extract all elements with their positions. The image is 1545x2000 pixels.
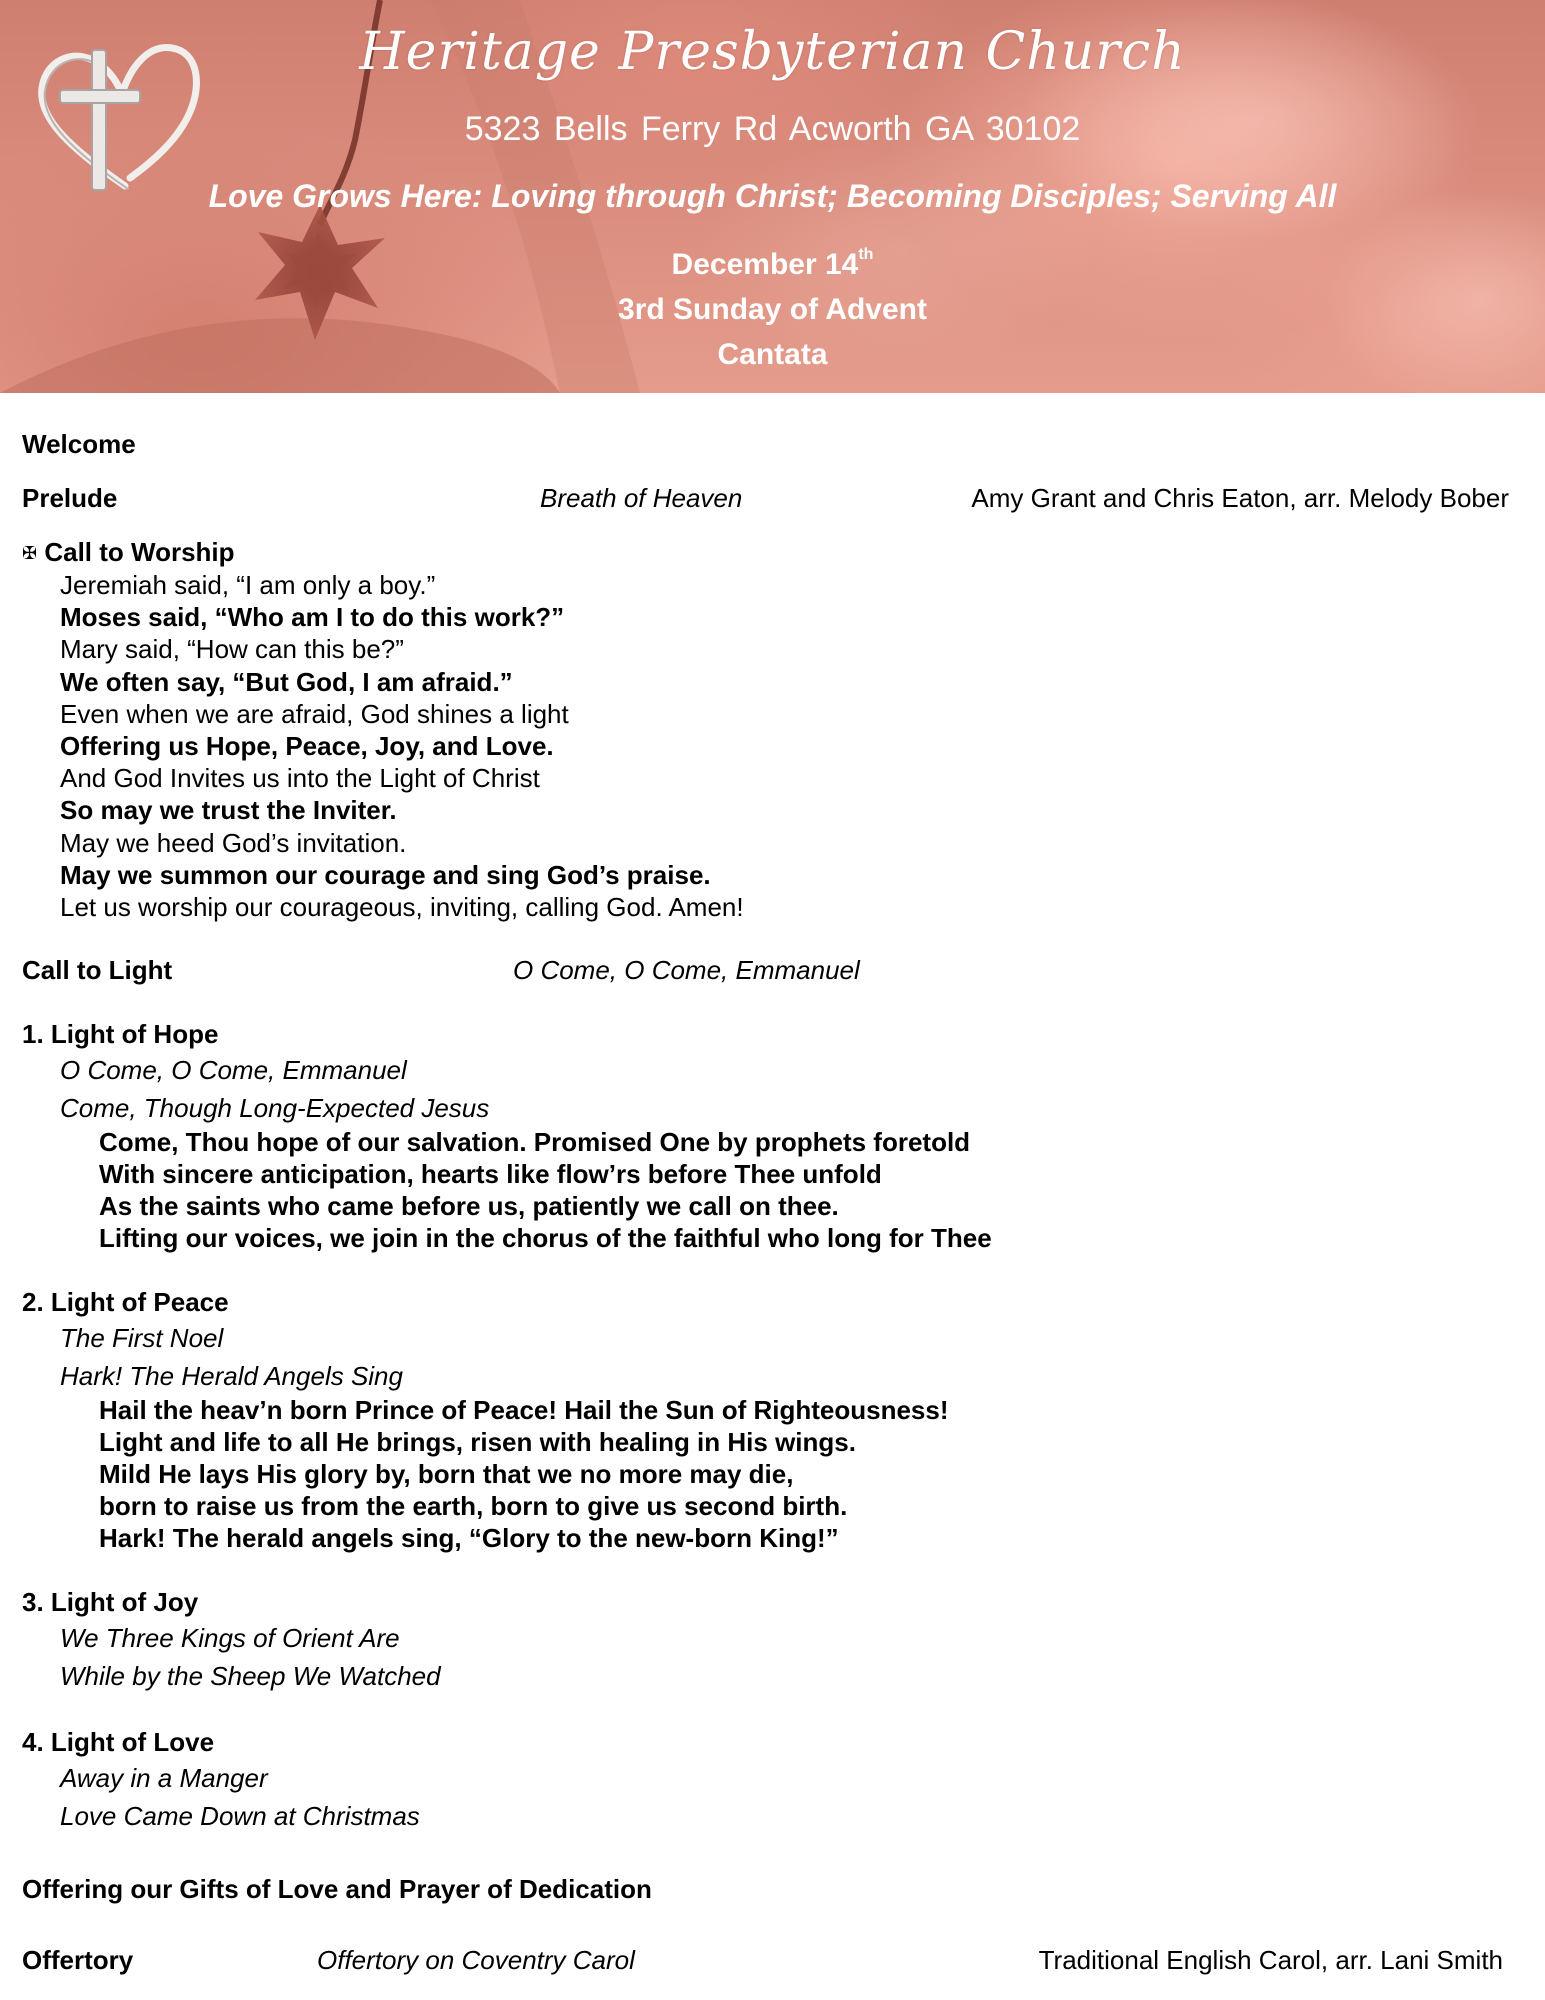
lyric-line: Hail the heav’n born Prince of Peace! Hail the Sun of Righteousness!	[99, 1395, 949, 1425]
call-to-worship-heading: ✠ Call to Worship	[22, 537, 235, 567]
lyric-line: With sincere anticipation, hearts like flow’rs before Thee unfold	[99, 1159, 882, 1189]
song-title: The First Noel	[60, 1323, 224, 1353]
call-to-light-heading: Call to Light	[22, 955, 173, 985]
light-section-heading: 2. Light of Peace	[22, 1287, 229, 1317]
litany-line: And God Invites us into the Light of Christ	[60, 763, 540, 794]
lyric-line: Mild He lays His glory by, born that we no more may die,	[99, 1459, 794, 1489]
lyric-line: Light and life to all He brings, risen with healing in His wings.	[99, 1427, 856, 1457]
prelude-title: Breath of Heaven	[540, 483, 743, 513]
church-name: Heritage Presbyterian Church	[359, 22, 1186, 82]
song-title: Hark! The Herald Angels Sing	[60, 1361, 403, 1391]
litany-line: Jeremiah said, “I am only a boy.”	[60, 570, 436, 600]
offertory-heading: Offertory	[22, 1945, 134, 1975]
litany-line: May we summon our courage and sing God’s praise.	[60, 859, 711, 890]
church-motto: Love Grows Here: Loving through Christ; Becoming Disciples; Serving All	[208, 178, 1337, 214]
church-address: 5323 Bells Ferry Rd Acworth GA 30102	[464, 110, 1081, 148]
prelude-heading: Prelude	[22, 483, 118, 513]
light-section-heading: 4. Light of Love	[22, 1727, 215, 1757]
lyric-line: Hark! The herald angels sing, “Glory to the new-born King!”	[99, 1523, 839, 1553]
song-title: O Come, O Come, Emmanuel	[60, 1055, 407, 1085]
litany-line: Let us worship our courageous, inviting, calling God. Amen!	[60, 892, 744, 922]
litany-line: Offering us Hope, Peace, Joy, and Love.	[60, 731, 554, 761]
offertory-composer: Traditional English Carol, arr. Lani Smith	[1038, 1945, 1503, 1975]
song-title: We Three Kings of Orient Are	[60, 1623, 400, 1653]
song-title: Away in a Manger	[60, 1763, 268, 1793]
lyric-line: Come, Thou hope of our salvation. Promised One by prophets foretold	[99, 1127, 971, 1157]
litany-line: May we heed God’s invitation.	[60, 827, 407, 858]
prelude-composer: Amy Grant and Chris Eaton, arr. Melody Bober	[971, 483, 1509, 513]
service-type: Cantata	[717, 338, 828, 371]
lyric-line: Lifting our voices, we join in the chorus of the faithful who long for Thee	[99, 1223, 992, 1253]
song-title: While by the Sheep We Watched	[60, 1661, 441, 1691]
service-occasion: 3rd Sunday of Advent	[618, 293, 927, 326]
light-section-heading: 3. Light of Joy	[22, 1587, 199, 1617]
litany-line: Moses said, “Who am I to do this work?”	[60, 602, 565, 633]
call-to-light-title: O Come, O Come, Emmanuel	[513, 955, 860, 985]
date-suffix: th	[858, 246, 874, 263]
litany-line: Even when we are afraid, God shines a light	[60, 698, 569, 729]
welcome-heading: Welcome	[22, 429, 136, 459]
lyric-line: As the saints who came before us, patiently we call on thee.	[99, 1191, 839, 1221]
litany-line: We often say, “But God, I am afraid.”	[60, 666, 513, 697]
service-date: December 14th	[671, 246, 874, 281]
song-title: Come, Though Long-Expected Jesus	[60, 1093, 490, 1123]
lyric-line: born to raise us from the earth, born to give us second birth.	[99, 1491, 848, 1521]
cross-marker-icon: ✠	[22, 543, 38, 563]
song-title: Love Came Down at Christmas	[60, 1801, 420, 1831]
litany-line: So may we trust the Inviter.	[60, 795, 397, 826]
header-banner	[0, 0, 1545, 393]
litany-line: Mary said, “How can this be?”	[60, 634, 404, 665]
offering-heading: Offering our Gifts of Love and Prayer of Dedication	[22, 1874, 652, 1904]
offertory-title: Offertory on Coventry Carol	[317, 1945, 635, 1975]
light-section-heading: 1. Light of Hope	[22, 1019, 219, 1049]
